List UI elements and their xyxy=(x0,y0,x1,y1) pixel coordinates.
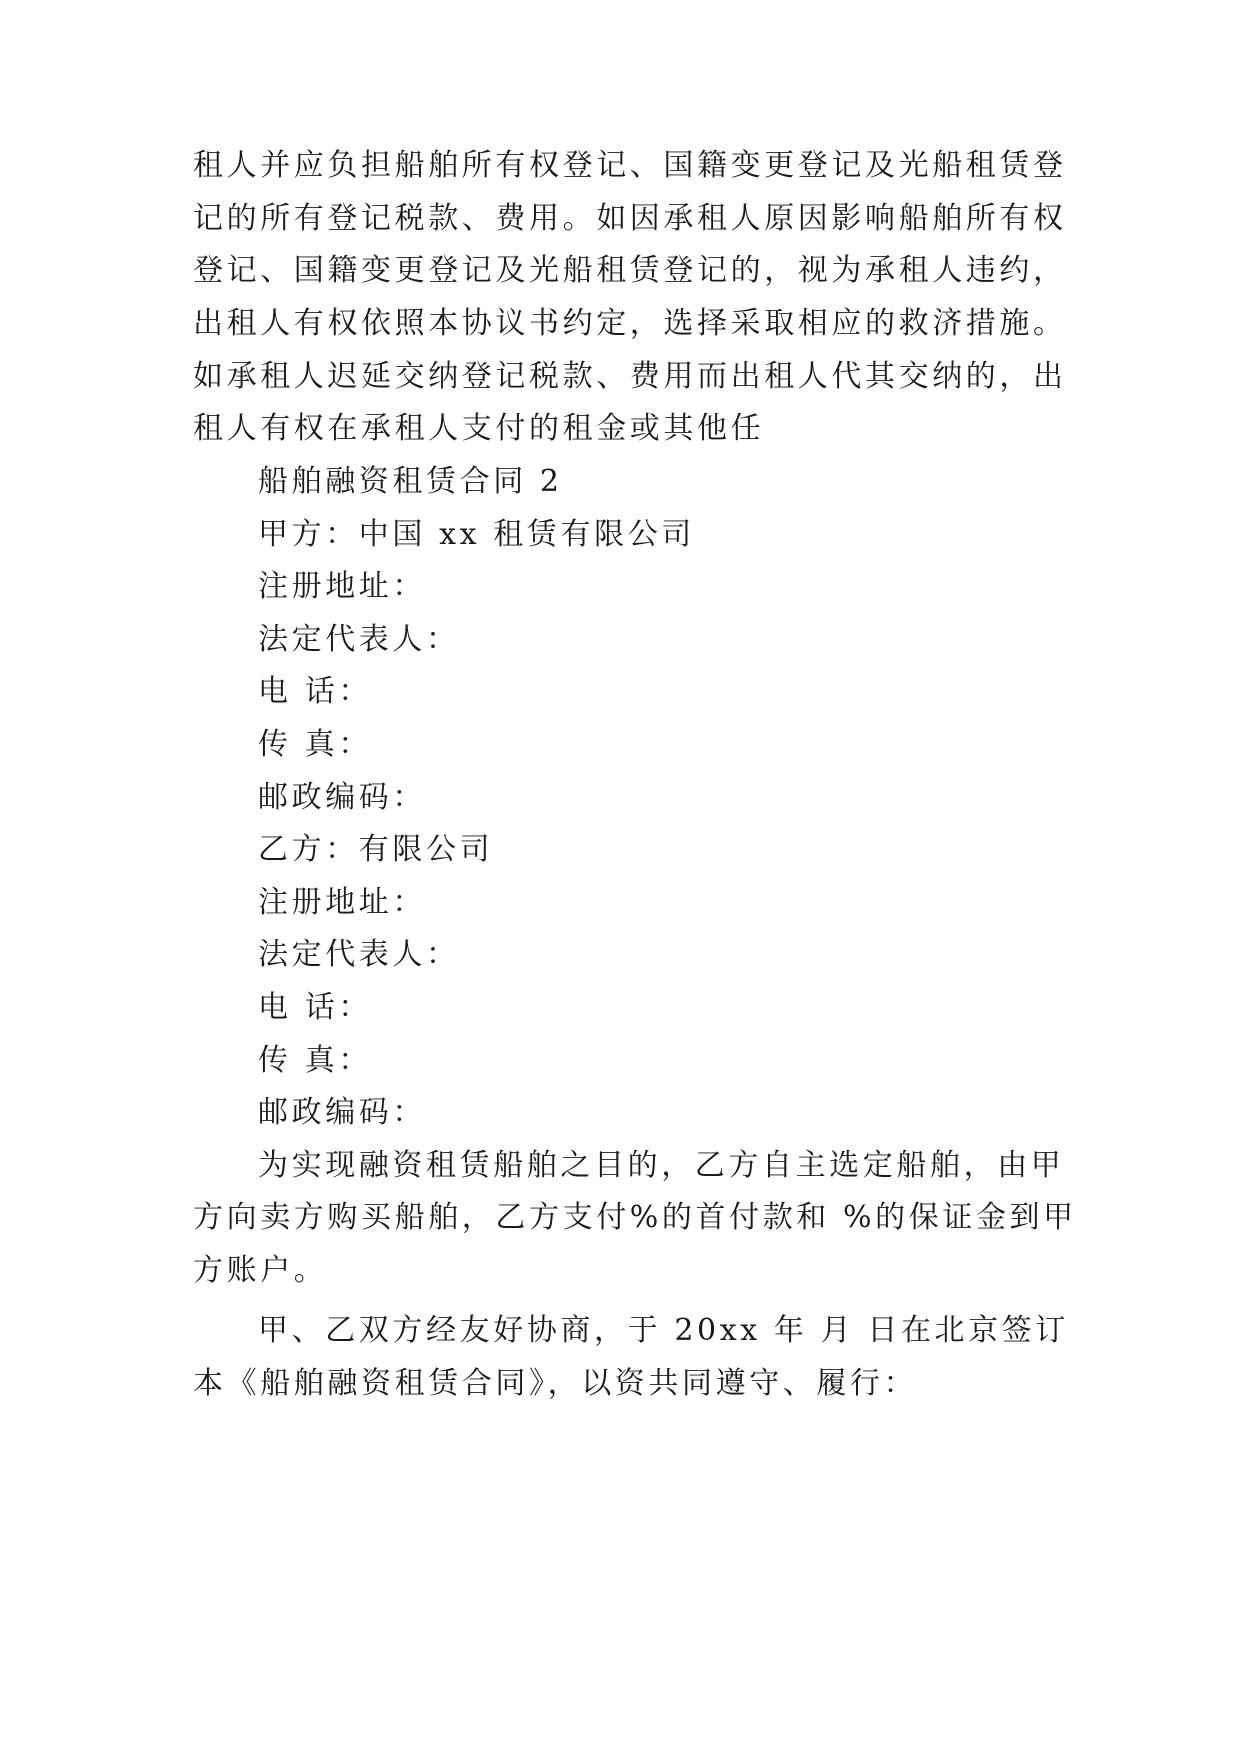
continuation-line-6: 租人有权在承租人支付的租金或其他任 xyxy=(193,411,765,446)
contract-title: 船舶融资租赁合同 2 xyxy=(258,464,563,499)
continuation-line-3: 登记、国籍变更登记及光船租赁登记的，视为承租人违约， xyxy=(193,253,1067,288)
party-b-representative-label: 法定代表人： xyxy=(258,937,460,972)
party-a-phone-label: 电 话： xyxy=(258,674,372,709)
purpose-line-2: 方向卖方购买船舶，乙方支付%的首付款和 %的保证金到甲 xyxy=(193,1200,1077,1235)
purpose-line-1: 为实现融资租赁船舶之目的，乙方自主选定船舶，由甲 xyxy=(258,1148,1065,1183)
continuation-line-1: 租人并应负担船舶所有权登记、国籍变更登记及光船租赁登 xyxy=(193,148,1067,183)
party-b-name: 乙方：有限公司 xyxy=(258,832,494,867)
continuation-line-5: 如承租人迟延交纳登记税款、费用而出租人代其交纳的，出 xyxy=(193,359,1067,394)
continuation-line-2: 记的所有登记税款、费用。如因承租人原因影响船舶所有权 xyxy=(193,201,1067,236)
signing-line-1: 甲、乙双方经友好协商，于 20xx 年 月 日在北京签订 xyxy=(258,1313,1069,1348)
signing-line-2: 本《船舶融资租赁合同》，以资共同遵守、履行： xyxy=(193,1366,918,1401)
party-b-address-label: 注册地址： xyxy=(258,885,426,920)
party-b-postcode-label: 邮政编码： xyxy=(258,1095,426,1130)
party-a-fax-label: 传 真： xyxy=(258,727,372,762)
party-a-address-label: 注册地址： xyxy=(258,569,426,604)
party-a-postcode-label: 邮政编码： xyxy=(258,780,426,815)
party-a-name: 甲方：中国 xx 租赁有限公司 xyxy=(258,517,695,552)
party-a-representative-label: 法定代表人： xyxy=(258,622,460,657)
purpose-line-3: 方账户。 xyxy=(193,1253,328,1288)
party-b-phone-label: 电 话： xyxy=(258,990,372,1025)
continuation-line-4: 出租人有权依照本协议书约定，选择采取相应的救济措施。 xyxy=(193,306,1067,341)
party-b-fax-label: 传 真： xyxy=(258,1043,372,1078)
